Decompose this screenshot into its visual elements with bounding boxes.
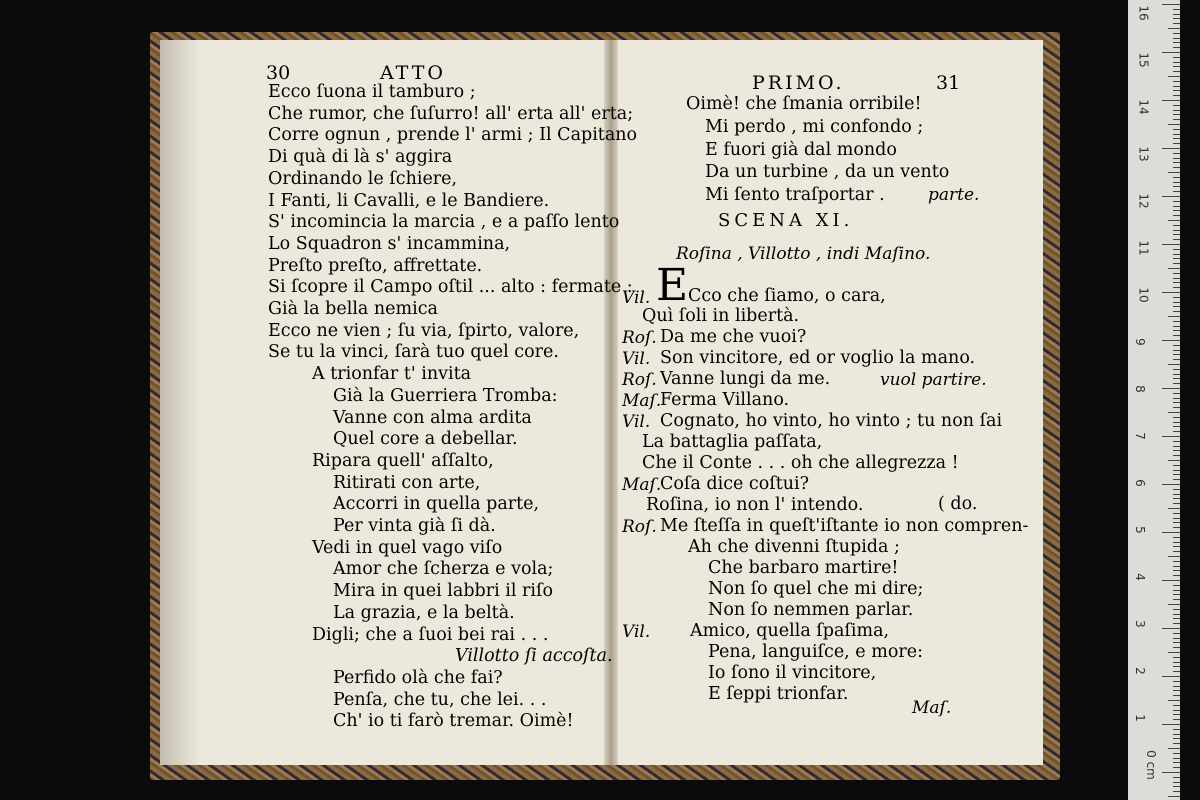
ruler-tick — [1173, 249, 1180, 250]
verse-line: Se tu la vinci, ſarà tuo quel core. — [268, 342, 559, 363]
ruler-tick — [1173, 378, 1180, 379]
ruler-tick — [1173, 542, 1180, 543]
ruler-tick — [1173, 738, 1180, 739]
dialogue-text: Ah che divenni ſtupida ; — [688, 537, 900, 557]
ruler-tick — [1162, 244, 1180, 245]
dialogue-text: La battaglia paſſata, — [642, 432, 823, 452]
ruler-tick — [1173, 551, 1180, 552]
ruler-tick — [1173, 777, 1180, 778]
ruler-tick — [1173, 402, 1180, 403]
ruler-tick — [1173, 662, 1180, 663]
ruler-tick — [1173, 479, 1180, 480]
ruler-tick — [1162, 772, 1180, 773]
ruler-tick — [1162, 532, 1180, 533]
ruler-tick — [1168, 172, 1180, 173]
ruler-tick — [1173, 638, 1180, 639]
ruler-number: 4 — [1132, 573, 1147, 581]
ruler-tick — [1173, 489, 1180, 490]
ruler-tick — [1162, 340, 1180, 341]
left-running-head: ATTO — [380, 62, 446, 84]
dialogue-text: Ferma Villano. — [660, 390, 790, 410]
ruler-tick — [1173, 297, 1180, 298]
dialogue-text: E ſeppi trionfar. — [708, 684, 849, 704]
right-running-head: PRIMO. — [752, 72, 845, 94]
verse-line: Già la bella nemica — [268, 299, 438, 319]
stage-direction: Villotto ſi accoſta. — [455, 646, 613, 667]
verse-line: Corre ognun , prende l' armi ; Il Capitano — [268, 125, 638, 146]
catchword: Maſ. — [912, 698, 952, 718]
ruler-tick — [1173, 642, 1180, 643]
ruler-tick — [1173, 474, 1180, 475]
verse-line: Amor che ſcherza e vola; — [333, 559, 554, 580]
ruler-number: 1 — [1132, 714, 1147, 722]
ruler-tick — [1173, 671, 1180, 672]
verse-line: Digli; che a ſuoi bei rai . . . — [312, 624, 549, 645]
ruler-tick — [1173, 326, 1180, 327]
ruler-tick — [1173, 273, 1180, 274]
stage-direction: ( do. — [938, 494, 978, 514]
ruler-number: 5 — [1132, 526, 1147, 534]
ruler-tick — [1173, 18, 1180, 19]
ruler-tick — [1162, 292, 1180, 293]
drop-cap: E — [656, 260, 689, 311]
ruler-tick — [1173, 38, 1180, 39]
ruler-tick — [1173, 695, 1180, 696]
ruler-tick — [1173, 729, 1180, 730]
speaker-label: Vil. — [622, 622, 651, 642]
ruler-tick — [1173, 590, 1180, 591]
dialogue-text: Che il Conte . . . oh che allegrezza ! — [642, 453, 959, 473]
right-page-number: 31 — [936, 72, 961, 94]
ruler-tick — [1173, 162, 1180, 163]
ruler-tick — [1173, 561, 1180, 562]
ruler-tick — [1173, 321, 1180, 322]
ruler-tick — [1173, 369, 1180, 370]
ruler-tick — [1173, 182, 1180, 183]
ruler-tick — [1173, 335, 1180, 336]
dialogue-text: Pena, languiſce, e more: — [708, 642, 923, 662]
ruler-tick — [1168, 652, 1180, 653]
verse-line: Preſto preſto, affrettate. — [268, 255, 483, 276]
ruler-tick — [1173, 81, 1180, 82]
ruler-number: 0 cm — [1143, 750, 1158, 780]
ruler-tick — [1173, 599, 1180, 600]
ruler-tick — [1173, 215, 1180, 216]
ruler-tick — [1173, 278, 1180, 279]
ruler-number: 15 — [1136, 52, 1151, 68]
verse-line: Che rumor, che ſuſurro! all' erta all' erta; — [268, 103, 634, 124]
speaker-label: Maſ. — [622, 391, 662, 411]
ruler-tick — [1162, 388, 1180, 389]
verse-line: Da un turbine , da un vento — [705, 162, 950, 182]
ruler-tick — [1173, 633, 1180, 634]
ruler-tick — [1173, 575, 1180, 576]
verse-line: Ritirati con arte, — [333, 472, 481, 493]
verse-line: Mi perdo , mi confondo ; — [705, 117, 924, 137]
verse-line: La grazia, e la beltà. — [333, 602, 515, 623]
verse-line: Ripara quell' aſſalto, — [312, 450, 494, 471]
ruler-tick — [1173, 201, 1180, 202]
ruler-tick — [1173, 522, 1180, 523]
dialogue-text: Non ſo quel che mi dire; — [708, 579, 924, 599]
ruler-tick — [1173, 681, 1180, 682]
ruler-tick — [1173, 311, 1180, 312]
ruler-tick — [1173, 762, 1180, 763]
ruler-tick — [1168, 460, 1180, 461]
ruler-tick — [1173, 450, 1180, 451]
ruler-tick — [1173, 431, 1180, 432]
ruler-tick — [1173, 743, 1180, 744]
ruler-tick — [1173, 33, 1180, 34]
ruler-tick — [1173, 767, 1180, 768]
speaker-label: Roſ. — [622, 517, 657, 537]
dialogue-text: Da me che vuoi? — [660, 327, 807, 347]
ruler-tick — [1173, 9, 1180, 10]
ruler-tick — [1173, 690, 1180, 691]
verse-line: Di quà di là s' aggira — [268, 147, 453, 168]
character-list: Roſina , Villotto , indi Maſino. — [676, 244, 931, 264]
ruler-tick — [1162, 484, 1180, 485]
ruler-tick — [1173, 287, 1180, 288]
ruler-number: 8 — [1132, 385, 1147, 393]
ruler-tick — [1173, 734, 1180, 735]
ruler-number: 11 — [1136, 240, 1151, 256]
ruler-tick — [1173, 441, 1180, 442]
ruler-tick — [1173, 191, 1180, 192]
ruler-number: 10 — [1136, 287, 1151, 303]
ruler-tick — [1162, 4, 1180, 5]
ruler-number: 6 — [1132, 479, 1147, 487]
ruler-tick — [1173, 234, 1180, 235]
verse-line: Lo Squadron s' incammina, — [268, 233, 511, 254]
ruler-tick — [1173, 374, 1180, 375]
ruler-tick — [1168, 364, 1180, 365]
ruler-tick — [1162, 100, 1180, 101]
ruler-tick — [1173, 71, 1180, 72]
ruler-tick — [1168, 604, 1180, 605]
ruler-tick — [1173, 177, 1180, 178]
ruler-tick — [1168, 124, 1180, 125]
ruler-tick — [1173, 566, 1180, 567]
ruler-tick — [1173, 57, 1180, 58]
ruler-tick — [1162, 148, 1180, 149]
verse-line: Mira in quei labbri il riſo — [333, 581, 553, 602]
ruler-tick — [1173, 239, 1180, 240]
ruler-number: 14 — [1136, 99, 1151, 115]
ruler-tick — [1173, 614, 1180, 615]
ruler-tick — [1173, 585, 1180, 586]
ruler-tick — [1173, 383, 1180, 384]
ruler-tick — [1162, 628, 1180, 629]
dialogue-text: Non ſo nemmen parlar. — [708, 600, 914, 620]
verse-line: Ch' io ti farò tremar. Oimè! — [333, 711, 574, 732]
verse-line: A trionfar t' invita — [312, 364, 472, 385]
ruler-tick — [1173, 105, 1180, 106]
verse-line: Penſa, che tu, che lei. . . — [333, 689, 547, 710]
ruler-tick — [1173, 422, 1180, 423]
ruler-tick — [1173, 66, 1180, 67]
dialogue-text: Son vincitore, ed or voglio la mano. — [660, 348, 976, 368]
ruler-tick — [1173, 90, 1180, 91]
ruler-tick — [1173, 119, 1180, 120]
ruler-tick — [1162, 196, 1180, 197]
ruler-tick — [1173, 153, 1180, 154]
ruler-tick — [1173, 446, 1180, 447]
scene-title: SCENA XI. — [718, 210, 854, 231]
ruler-tick — [1173, 782, 1180, 783]
ruler-tick — [1173, 758, 1180, 759]
stage-direction: vuol partire. — [880, 370, 987, 390]
ruler-tick — [1173, 498, 1180, 499]
dialogue-text: Vanne lungi da me. — [660, 369, 831, 389]
ruler-tick — [1173, 210, 1180, 211]
ruler-tick — [1173, 417, 1180, 418]
ruler-tick — [1173, 719, 1180, 720]
verse-line: E fuori già dal mondo — [705, 140, 897, 160]
ruler-tick — [1173, 95, 1180, 96]
measurement-ruler — [1128, 0, 1180, 800]
ruler-tick — [1173, 138, 1180, 139]
verse-line: Perfido olà che fai? — [333, 667, 503, 688]
ruler-tick — [1168, 316, 1180, 317]
ruler-tick — [1173, 345, 1180, 346]
speaker-label: Vil. — [622, 349, 651, 369]
speaker-label: Roſ. — [622, 370, 657, 390]
ruler-tick — [1173, 537, 1180, 538]
ruler-tick — [1173, 527, 1180, 528]
verse-line: Per vinta già ſi dà. — [333, 516, 496, 536]
ruler-tick — [1173, 570, 1180, 571]
ruler-number: 16 — [1136, 5, 1151, 21]
ruler-tick — [1173, 666, 1180, 667]
verse-line: I Fanti, li Cavalli, e le Bandiere. — [268, 190, 550, 211]
ruler-tick — [1173, 618, 1180, 619]
dialogue-text: Io ſono il vincitore, — [708, 663, 877, 683]
ruler-tick — [1173, 455, 1180, 456]
ruler-tick — [1173, 306, 1180, 307]
ruler-tick — [1173, 705, 1180, 706]
ruler-tick — [1173, 230, 1180, 231]
ruler-tick — [1168, 76, 1180, 77]
ruler-tick — [1162, 676, 1180, 677]
verse-line: Vedi in quel vago viſo — [312, 537, 503, 558]
verse-line: Quel core a debellar. — [333, 429, 518, 450]
ruler-tick — [1173, 330, 1180, 331]
ruler-tick — [1173, 518, 1180, 519]
ruler-tick — [1173, 134, 1180, 135]
verse-line: Si ſcopre il Campo oſtil ... alto : fermate : — [268, 277, 633, 298]
ruler-tick — [1173, 647, 1180, 648]
ruler-tick — [1162, 52, 1180, 53]
ruler-number: 9 — [1132, 338, 1147, 346]
ruler-tick — [1173, 594, 1180, 595]
ruler-tick — [1162, 724, 1180, 725]
ruler-tick — [1168, 220, 1180, 221]
ruler-tick — [1173, 407, 1180, 408]
ruler-tick — [1173, 14, 1180, 15]
ruler-tick — [1173, 302, 1180, 303]
ruler-tick — [1168, 508, 1180, 509]
ruler-tick — [1173, 791, 1180, 792]
page-curl-shadow — [160, 40, 200, 765]
verse-line: Oimè! che ſmania orribile! — [686, 94, 922, 114]
ruler-number: 13 — [1136, 146, 1151, 162]
ruler-tick — [1168, 796, 1180, 797]
verse-line: S' incomincia la marcia , e a paſſo lento — [268, 212, 620, 233]
verse-line: Ordinando le ſchiere, — [268, 168, 458, 189]
ruler-tick — [1173, 470, 1180, 471]
ruler-tick — [1173, 465, 1180, 466]
ruler-tick — [1173, 158, 1180, 159]
ruler-tick — [1173, 42, 1180, 43]
dialogue-text: Quì ſoli in libertà. — [642, 306, 800, 326]
speaker-label: Vil. — [622, 412, 651, 432]
ruler-tick — [1168, 268, 1180, 269]
verse-line: Ecco ſuona il tamburo ; — [268, 82, 476, 102]
ruler-tick — [1173, 359, 1180, 360]
ruler-tick — [1173, 714, 1180, 715]
speaker-label: Maſ. — [622, 475, 662, 495]
ruler-tick — [1173, 513, 1180, 514]
ruler-tick — [1168, 556, 1180, 557]
verse-line: Ecco ne vien ; ſu via, ſpirto, valore, — [268, 320, 580, 341]
ruler-tick — [1173, 143, 1180, 144]
ruler-tick — [1173, 114, 1180, 115]
ruler-tick — [1168, 700, 1180, 701]
ruler-tick — [1173, 503, 1180, 504]
ruler-tick — [1173, 546, 1180, 547]
ruler-tick — [1173, 350, 1180, 351]
ruler-tick — [1173, 686, 1180, 687]
ruler-number: 12 — [1136, 193, 1151, 209]
ruler-tick — [1173, 753, 1180, 754]
ruler-tick — [1173, 225, 1180, 226]
ruler-tick — [1173, 786, 1180, 787]
ruler-tick — [1168, 28, 1180, 29]
ruler-tick — [1173, 110, 1180, 111]
verse-line: Mi ſento traſportar . — [705, 185, 885, 205]
ruler-tick — [1162, 580, 1180, 581]
dialogue-text: Roſina, io non l' intendo. — [646, 495, 864, 515]
ruler-tick — [1173, 62, 1180, 63]
stage-direction: parte. — [928, 185, 980, 205]
ruler-tick — [1168, 748, 1180, 749]
ruler-tick — [1173, 47, 1180, 48]
verse-line: Accorri in quella parte, — [333, 494, 540, 515]
ruler-tick — [1173, 398, 1180, 399]
ruler-tick — [1173, 494, 1180, 495]
ruler-tick — [1173, 623, 1180, 624]
ruler-tick — [1173, 129, 1180, 130]
dialogue-text: Cco che ſiamo, o cara, — [688, 286, 886, 306]
ruler-number: 7 — [1132, 432, 1147, 440]
dialogue-text: Che barbaro martire! — [708, 558, 899, 578]
ruler-number: 2 — [1132, 667, 1147, 675]
ruler-tick — [1173, 609, 1180, 610]
ruler-tick — [1173, 263, 1180, 264]
ruler-number: 3 — [1132, 620, 1147, 628]
ruler-tick — [1173, 86, 1180, 87]
ruler-tick — [1173, 186, 1180, 187]
dialogue-text: Amico, quella ſpaſima, — [690, 621, 890, 641]
dialogue-text: Coſa dice coſtui? — [660, 474, 810, 494]
verse-line: Già la Guerriera Tromba: — [333, 385, 558, 406]
dialogue-text: Cognato, ho vinto, ho vinto ; tu non ſai — [660, 411, 1003, 431]
speaker-label: Roſ. — [622, 328, 657, 348]
ruler-tick — [1173, 657, 1180, 658]
ruler-tick — [1173, 258, 1180, 259]
ruler-tick — [1173, 23, 1180, 24]
ruler-tick — [1162, 436, 1180, 437]
ruler-tick — [1173, 254, 1180, 255]
ruler-tick — [1173, 354, 1180, 355]
ruler-tick — [1168, 412, 1180, 413]
ruler-tick — [1173, 426, 1180, 427]
ruler-tick — [1173, 393, 1180, 394]
dialogue-text: Me ſteſſa in queſt'iſtante io non compren- — [660, 516, 1029, 536]
speaker-label: Vil. — [622, 288, 651, 308]
ruler-tick — [1173, 167, 1180, 168]
left-page-number: 30 — [266, 62, 291, 84]
verse-line: Vanne con alma ardita — [333, 407, 532, 428]
ruler-tick — [1173, 282, 1180, 283]
ruler-tick — [1173, 206, 1180, 207]
ruler-tick — [1173, 710, 1180, 711]
